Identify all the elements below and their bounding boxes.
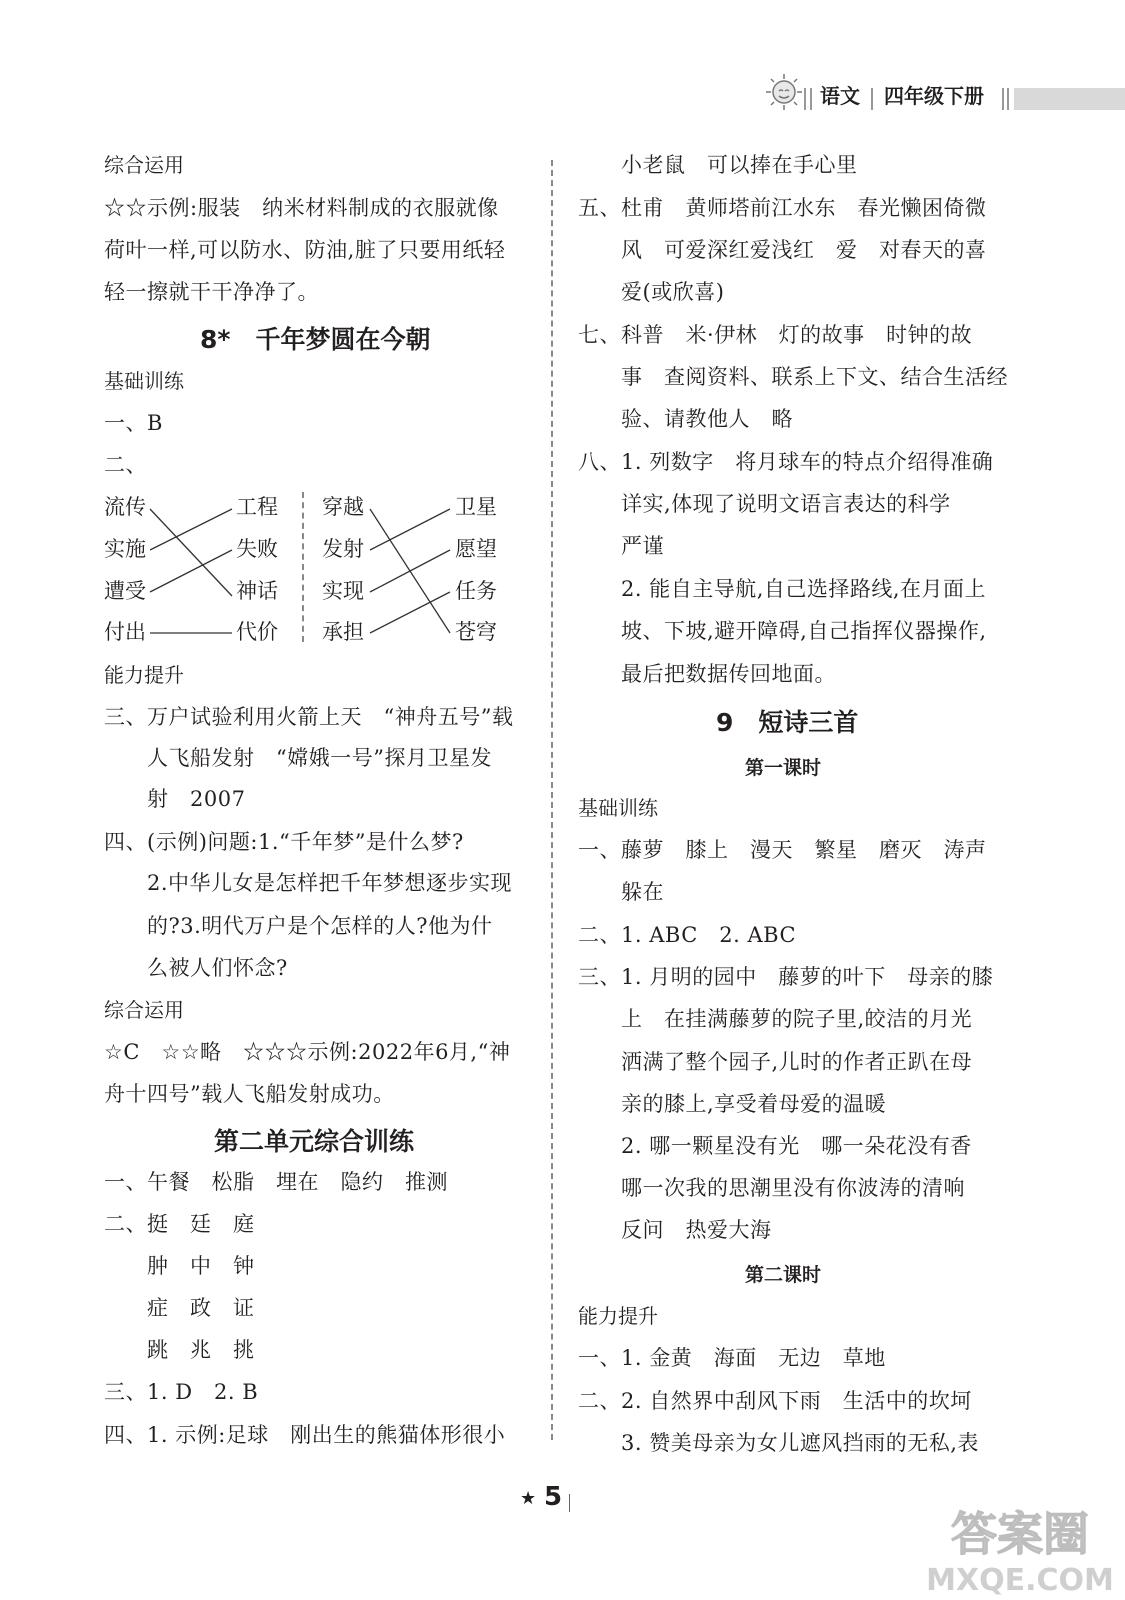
answer-line: 一、午餐 松脂 埋在 隐约 推测	[104, 1170, 448, 1194]
answer-line: 洒满了整个园子,儿时的作者正趴在母	[621, 1050, 973, 1074]
match-word: 实施	[104, 537, 146, 561]
section-label: 能力提升	[104, 663, 184, 687]
answer-line: 三、1. 月明的园中 藤萝的叶下 母亲的膝	[578, 965, 994, 989]
match-word: 任务	[455, 579, 497, 603]
watermark-logo	[920, 1500, 1120, 1600]
section-label: 综合运用	[104, 998, 184, 1022]
answer-line: 躲在	[621, 880, 664, 904]
answer-line: 哪一次我的思潮里没有你波涛的清响	[621, 1176, 965, 1200]
answer-line: 上 在挂满藤萝的院子里,皎洁的月光	[621, 1007, 973, 1031]
header-decor-bar	[1002, 88, 1125, 110]
section-label: 综合运用	[104, 153, 184, 177]
section-label: 基础训练	[104, 369, 184, 393]
answer-line: 跳 兆 挑	[147, 1338, 255, 1362]
answer-line: 一、1. 金黄 海面 无边 草地	[578, 1346, 886, 1370]
answer-line: 五、杜甫 黄师塔前江水东 春光懒困倚微	[578, 196, 987, 220]
page-header	[750, 70, 1125, 120]
answer-line: 反问 热爱大海	[621, 1218, 772, 1242]
match-word: 遭受	[104, 579, 146, 603]
answer-line: 人飞船发射 “嫦娥一号”探月卫星发	[147, 746, 492, 770]
footer-tick	[569, 1494, 570, 1512]
answer-line: 肿 中 钟	[147, 1254, 255, 1278]
answer-line: 2.中华儿女是怎样把千年梦想逐步实现	[147, 871, 513, 895]
answer-line: 一、藤萝 膝上 漫天 繁星 磨灭 涛声	[578, 838, 987, 862]
match-word: 承担	[322, 620, 364, 644]
answer-line: 3. 赞美母亲为女儿遮风挡雨的无私,表	[621, 1431, 979, 1455]
answer-line: 一、B	[104, 411, 163, 435]
answer-line: 二、2. 自然界中刮风下雨 生活中的坎坷	[578, 1389, 972, 1413]
answer-line: 验、请教他人 略	[621, 407, 793, 431]
answer-line: 舟十四号”载人飞船发射成功。	[104, 1082, 395, 1106]
answer-line: 严谨	[621, 534, 664, 558]
answer-line: ☆C ☆☆略 ☆☆☆示例:2022年6月,“神	[104, 1040, 511, 1064]
match-word: 失败	[236, 537, 278, 561]
match-word: 发射	[322, 537, 364, 561]
answer-line: 四、(示例)问题:1.“千年梦”是什么梦?	[104, 830, 464, 854]
answer-line: 四、1. 示例:足球 刚出生的熊猫体形很小	[104, 1423, 506, 1447]
header-grade: 四年级下册	[884, 84, 984, 108]
lesson-subtitle: 第一课时	[745, 757, 822, 779]
answer-line: 最后把数据传回地面。	[621, 662, 836, 686]
match-word: 苍穹	[455, 620, 497, 644]
answer-line: 二、挺 廷 庭	[104, 1212, 255, 1236]
header-separator	[868, 88, 876, 110]
match-word: 穿越	[322, 495, 364, 519]
match-word: 代价	[236, 620, 278, 644]
watermark-text: 答案圈	[951, 1507, 1089, 1561]
watermark-url: MXQE.COM	[926, 1563, 1114, 1598]
answer-line: 2. 哪一颗星没有光 哪一朵花没有香	[621, 1134, 972, 1158]
answer-line: 症 政 证	[147, 1296, 255, 1320]
answer-line: 小老鼠 可以捧在手心里	[621, 153, 858, 177]
answer-line: 详实,体现了说明文语言表达的科学	[621, 492, 951, 516]
section-label: 能力提升	[578, 1304, 658, 1328]
header-subject: 语文	[820, 84, 860, 108]
answer-line: 七、科普 米·伊林 灯的故事 时钟的故	[578, 323, 973, 347]
smiling-sun-icon	[764, 72, 804, 112]
match-word: 实现	[322, 579, 364, 603]
lesson-title: 9 短诗三首	[716, 708, 859, 737]
lesson-subtitle: 第二课时	[745, 1264, 822, 1286]
answer-line: 风 可爱深红爱浅红 爱 对春天的喜	[621, 238, 987, 262]
match-word: 神话	[236, 579, 278, 603]
answer-line: 三、1. D 2. B	[104, 1380, 259, 1404]
match-word: 工程	[236, 495, 278, 519]
answer-line: 的?3.明代万户是个怎样的人?他为什	[147, 914, 493, 938]
answer-line: 亲的膝上,享受着母爱的温暖	[621, 1092, 887, 1116]
answer-line: 射 2007	[147, 787, 246, 811]
unit-title: 第二单元综合训练	[214, 1127, 415, 1156]
answer-line: 2. 能自主导航,自己选择路线,在月面上	[621, 577, 987, 601]
answer-line: 坡、下坡,避开障碍,自己指挥仪器操作,	[621, 619, 987, 643]
match-word: 卫星	[455, 495, 497, 519]
star-icon: ★	[520, 1488, 537, 1509]
text-line: ☆☆示例:服装 纳米材料制成的衣服就像	[104, 196, 499, 220]
header-divider-bars	[802, 88, 816, 110]
page-number: 5	[544, 1482, 563, 1512]
answer-line: 三、万户试验利用火箭上天 “神舟五号”载	[104, 705, 514, 729]
lesson-title: 8* 千年梦圆在今朝	[200, 325, 431, 354]
section-label: 基础训练	[578, 796, 658, 820]
answer-line: 么被人们怀念?	[147, 956, 288, 980]
match-word: 愿望	[455, 537, 497, 561]
match-word: 付出	[104, 620, 146, 644]
answer-line: 事 查阅资料、联系上下文、结合生活经	[621, 365, 1008, 389]
text-line: 荷叶一样,可以防水、防油,脏了只要用纸轻	[104, 238, 506, 262]
match-lines-right	[0, 0, 560, 700]
answer-line: 爱(或欣喜)	[621, 280, 725, 304]
answer-line: 二、1. ABC 2. ABC	[578, 923, 797, 947]
answer-line: 八、1. 列数字 将月球车的特点介绍得准确	[578, 450, 994, 474]
answer-line: 二、	[104, 453, 147, 477]
text-line: 轻一擦就干干净净了。	[104, 280, 319, 304]
match-word: 流传	[104, 495, 146, 519]
